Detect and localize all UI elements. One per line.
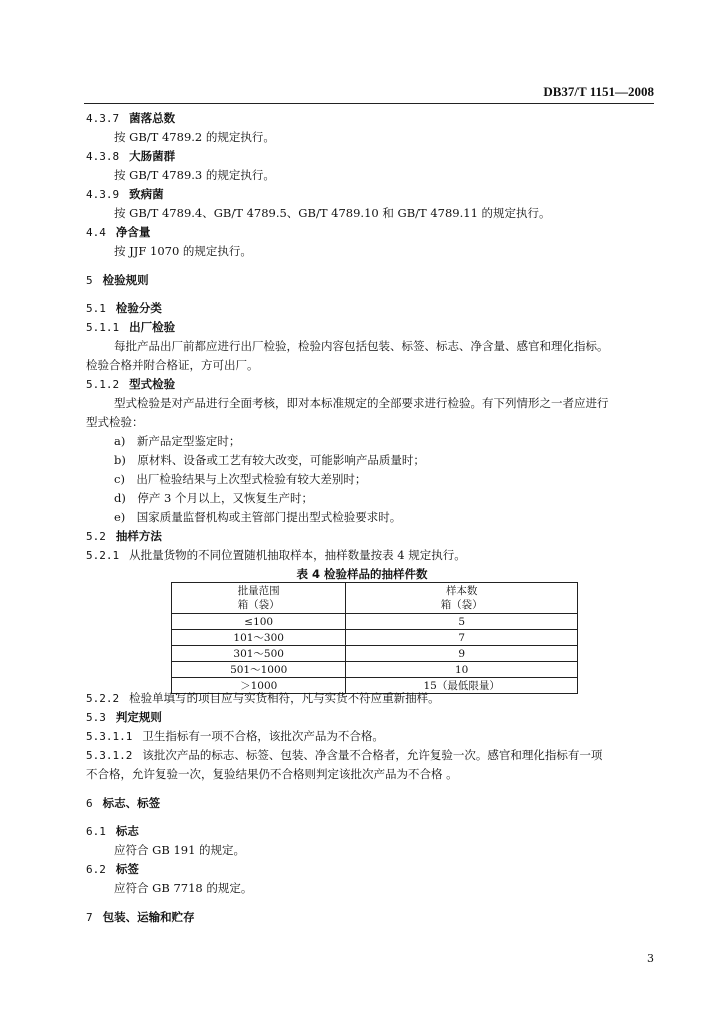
clause-heading: 标签: [115, 862, 139, 876]
clause-number: 5.1.1: [86, 321, 120, 334]
clause-text: 该批次产品的标志、标签、包装、净含量不合格者，允许复验一次。感官和理化指标有一项: [142, 748, 603, 762]
clause-heading: 净含量: [115, 225, 151, 239]
list-item-c: c) 出厂检验结果与上次型式检验有较大差别时；: [114, 472, 367, 486]
table-row: [172, 614, 578, 630]
section-5: [86, 272, 149, 289]
section-heading: 标志、标签: [102, 796, 161, 810]
section-6: [86, 795, 160, 812]
clause-5-2: [86, 528, 162, 545]
clause-number: 6: [86, 797, 93, 810]
clause-heading: 菌落总数: [129, 111, 176, 125]
clause-number: 5.2: [86, 530, 106, 543]
clause-6-1: [86, 823, 139, 840]
clause-number: 5.3: [86, 711, 106, 724]
clause-heading: 大肠菌群: [129, 149, 176, 163]
clause-heading: 抽样方法: [115, 529, 162, 543]
paragraph: 每批产品出厂前都应进行出厂检验，检验内容包括包装、标签、标志、净含量、感官和理化指标。: [114, 339, 609, 353]
paragraph: 按 JJF 1070 的规定执行。: [114, 244, 252, 258]
table-cell: 9: [346, 646, 578, 662]
clause-4-3-7: [86, 110, 175, 127]
clause-number: 5.1.2: [86, 378, 120, 391]
clause-5-1-1: [86, 319, 175, 336]
clause-heading: 标志: [115, 824, 139, 838]
table-cell: 7: [346, 630, 578, 646]
table-cell: 5: [346, 614, 578, 630]
clause-number: 5: [86, 274, 93, 287]
clause-number: 4.3.9: [86, 188, 120, 201]
document-code: DB37/T 1151—2008: [543, 84, 654, 99]
paragraph: 应符合 GB 7718 的规定。: [114, 881, 253, 895]
table-row: [172, 646, 578, 662]
paragraph: 型式检验是对产品进行全面考核，即对本标准规定的全部要求进行检验。有下列情形之一者应进行: [114, 396, 609, 410]
list-item-e: e) 国家质量监督机构或主管部门提出型式检验要求时。: [114, 510, 402, 524]
clause-5-3: [86, 709, 162, 726]
clause-6-2: [86, 861, 139, 878]
paragraph: 按 GB/T 4789.4、GB/T 4789.5、GB/T 4789.10 和 GB/T 4789.11 的规定执行。: [114, 206, 551, 220]
paragraph: 按 GB/T 4789.3 的规定执行。: [114, 168, 275, 182]
clause-heading: 检验分类: [115, 301, 162, 315]
clause-5-3-1-2: [86, 747, 602, 764]
list-item-b: b) 原材料、设备或工艺有较大改变，可能影响产品质量时；: [114, 453, 425, 467]
list-item-a: a) 新产品定型鉴定时；: [114, 434, 241, 448]
clause-heading: 致病菌: [129, 187, 164, 201]
paragraph: 应符合 GB 191 的规定。: [114, 843, 246, 857]
table-cell: ＞1000: [172, 678, 346, 694]
clause-5-2-2: [86, 690, 440, 707]
paragraph: 检验合格并附合格证，方可出厂。: [86, 358, 259, 372]
clause-number: 5.3.1.1: [86, 730, 133, 743]
clause-4-3-8: [86, 148, 175, 165]
clause-5-1: [86, 300, 162, 317]
table-row: [172, 630, 578, 646]
clause-number: 4.4: [86, 226, 106, 239]
table-cell: 101～300: [172, 630, 346, 646]
table-cell: 10: [346, 662, 578, 678]
paragraph: 不合格，允许复验一次，复验结果仍不合格则判定该批次产品为不合格 。: [86, 767, 458, 781]
clause-number: 5.1: [86, 302, 106, 315]
clause-heading: 型式检验: [129, 377, 176, 391]
section-heading: 检验规则: [102, 273, 149, 287]
paragraph: 型式检验：: [86, 415, 144, 429]
clause-5-2-1: [86, 547, 466, 564]
table-header-row: [172, 583, 578, 614]
clause-number: 5.2.2: [86, 692, 120, 705]
table-cell: 301～500: [172, 646, 346, 662]
clause-heading: 出厂检验: [129, 320, 176, 334]
clause-number: 4.3.8: [86, 150, 120, 163]
clause-text: 从批量货物的不同位置随机抽取样本，抽样数量按表 4 规定执行。: [129, 548, 466, 562]
clause-number: 5.3.1.2: [86, 749, 133, 762]
clause-number: 4.3.7: [86, 112, 120, 125]
clause-number: 6.2: [86, 863, 106, 876]
table-cell: ≤100: [172, 614, 346, 630]
section-heading: 包装、运输和贮存: [102, 910, 195, 924]
clause-heading: 判定规则: [115, 710, 162, 724]
clause-5-3-1-1: [86, 728, 384, 745]
table-header-cell: 样本数 箱（袋）: [346, 583, 578, 614]
clause-number: 7: [86, 911, 93, 924]
clause-number: 6.1: [86, 825, 106, 838]
paragraph: 按 GB/T 4789.2 的规定执行。: [114, 130, 275, 144]
list-item-d: d) 停产 3 个月以上，又恢复生产时；: [114, 491, 313, 505]
section-7: [86, 909, 195, 926]
page-number: 3: [647, 952, 654, 965]
table-header-cell: 批量范围 箱（袋）: [172, 583, 346, 614]
clause-text: 卫生指标有一项不合格，该批次产品为不合格。: [142, 729, 384, 743]
clause-number: 5.2.1: [86, 549, 120, 562]
clause-text: 检验单填写的项目应与实货相符，凡与实货不符应重新抽样。: [129, 691, 440, 705]
table-caption: 表 4 检验样品的抽样件数: [296, 567, 428, 581]
header-divider: [84, 103, 654, 104]
clause-4-3-9: [86, 186, 164, 203]
table-cell: 15（最低限量）: [346, 678, 578, 694]
clause-4-4: [86, 224, 150, 241]
sampling-table: [171, 582, 578, 694]
clause-5-1-2: [86, 376, 175, 393]
table-cell: 501～1000: [172, 662, 346, 678]
table-row: [172, 662, 578, 678]
